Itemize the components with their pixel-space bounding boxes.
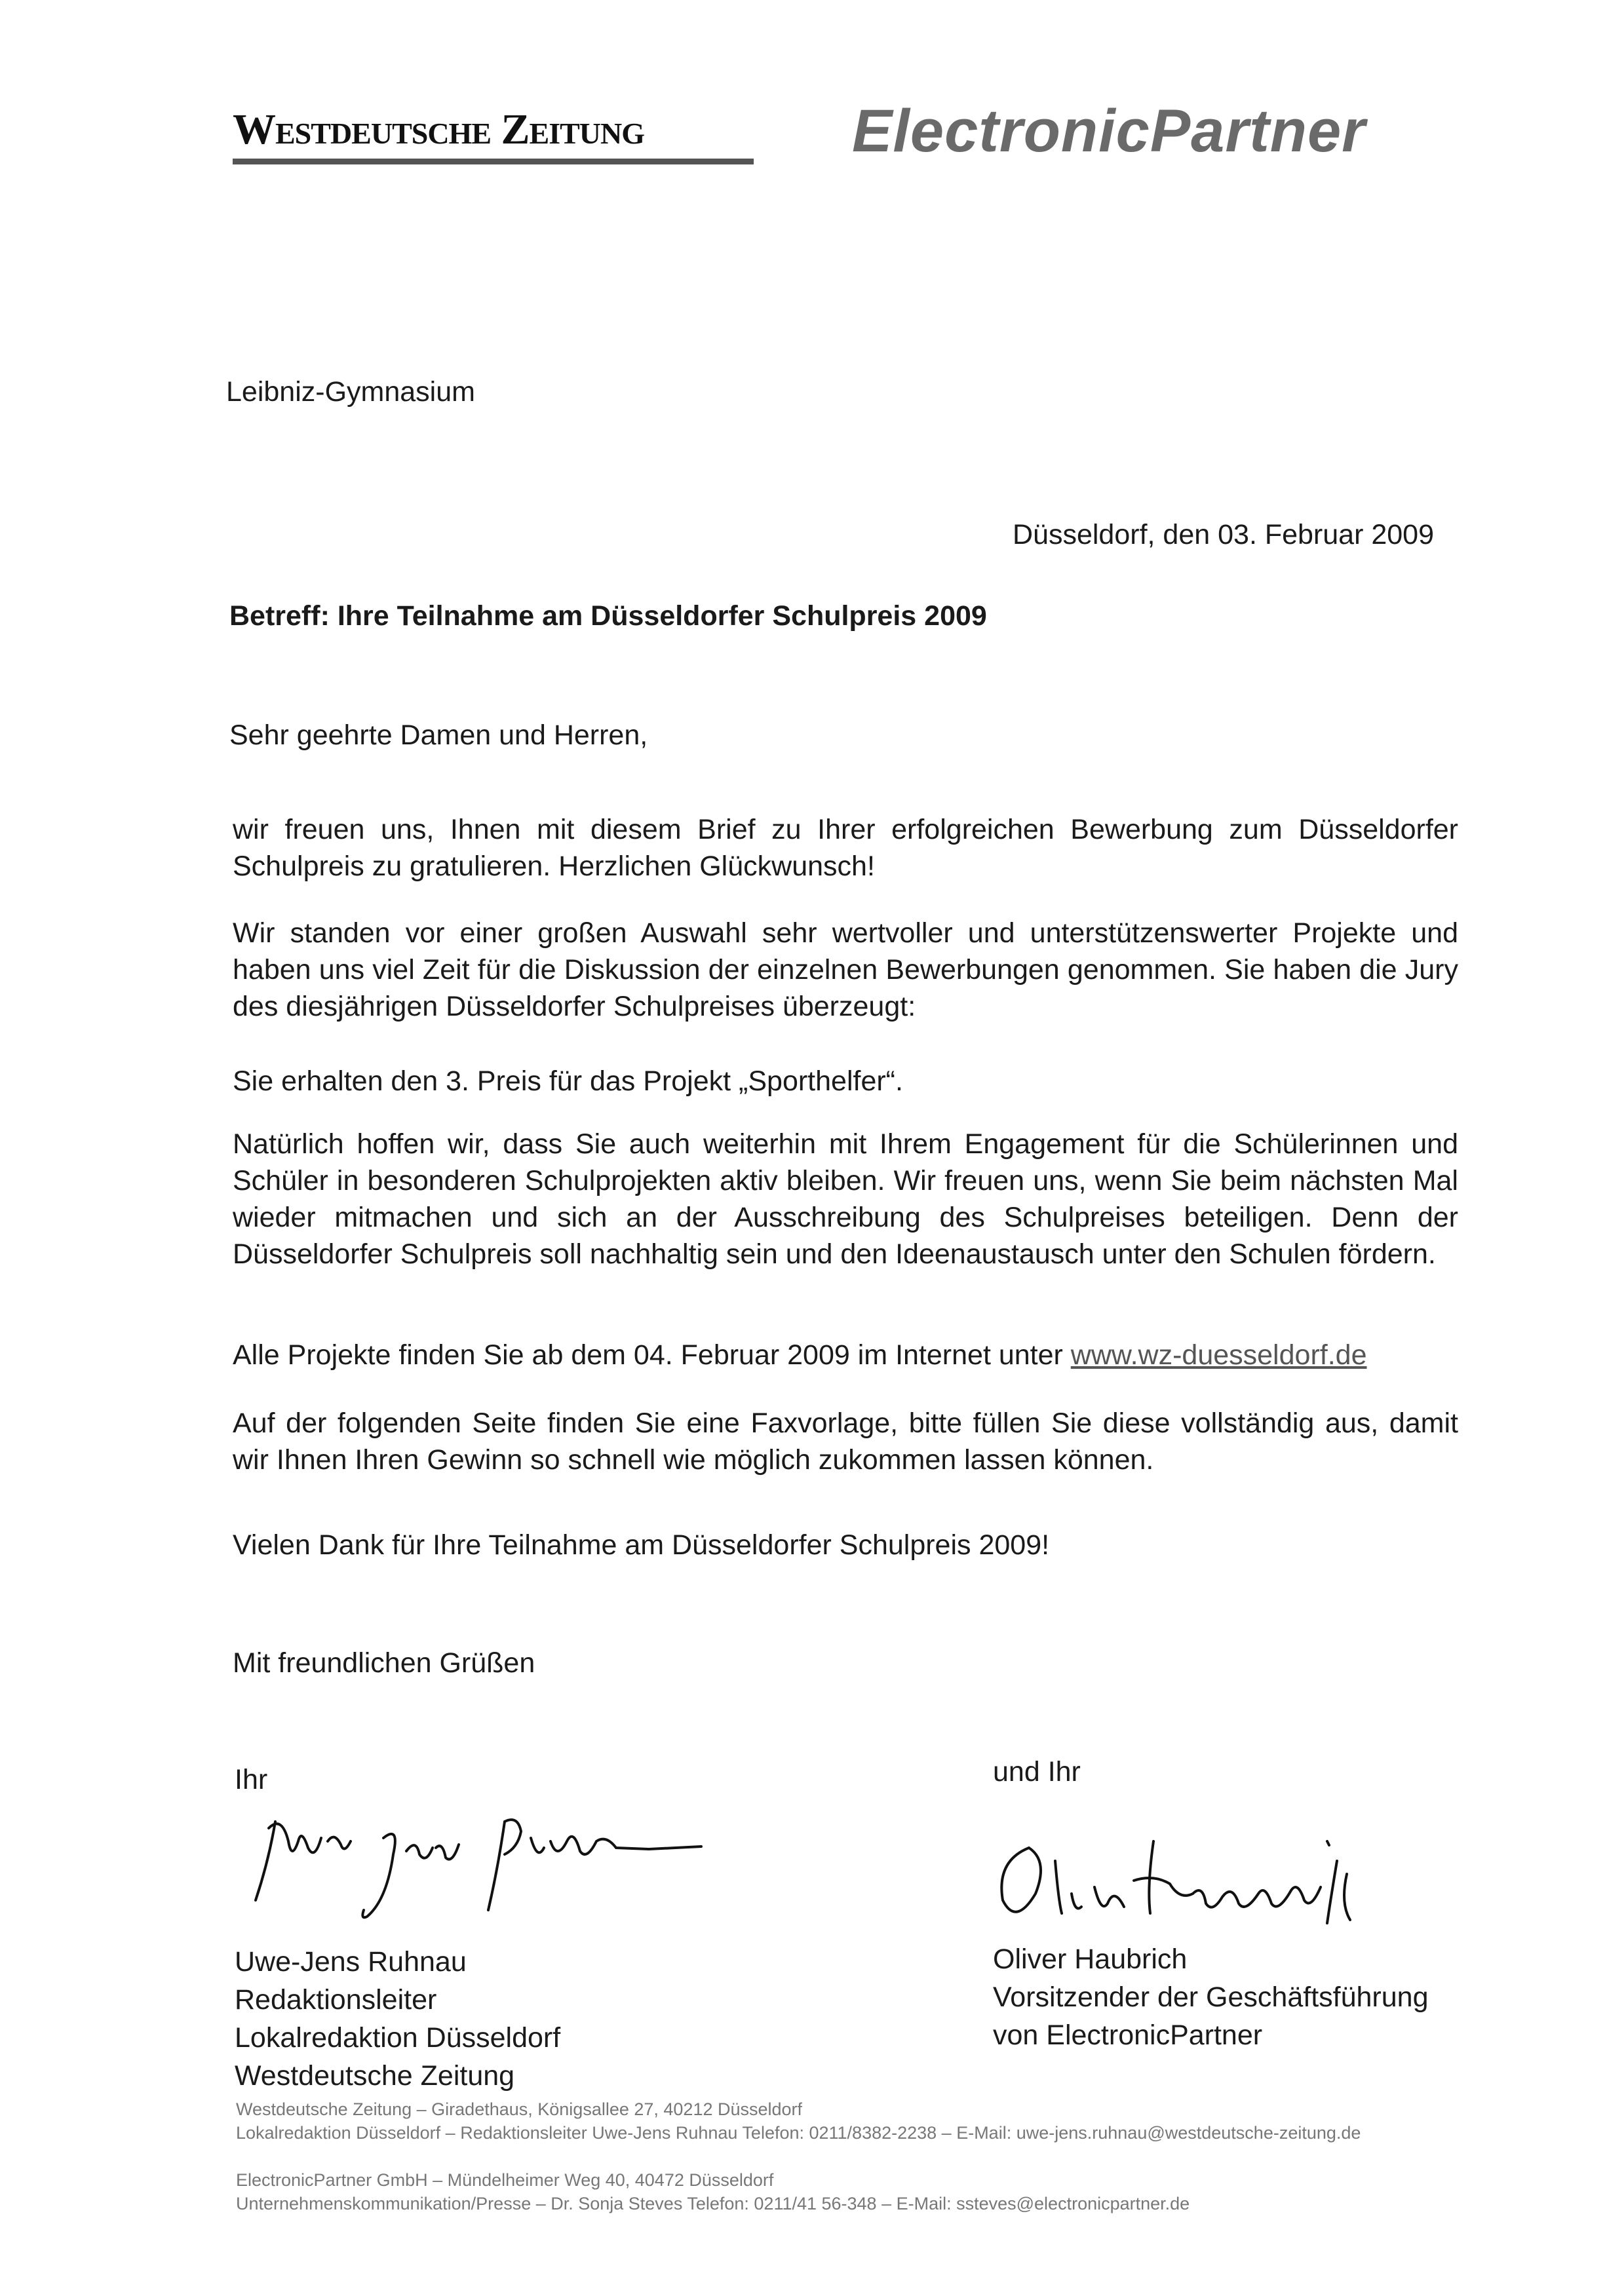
body-paragraph-5 xyxy=(233,1337,1458,1373)
body-paragraph-1: wir freuen uns, Ihnen mit diesem Brief zu Ihrer erfolgreichen Bewerbung zum Düsseldorfer Schulpreis zu gratulieren. Herzlichen Glückwunsch! xyxy=(233,814,1458,882)
signature-uwe-jens-ruhnau xyxy=(229,1802,741,1933)
left-signer-department: Lokalredaktion Düsseldorf xyxy=(235,2022,561,2054)
body-paragraph-3: Sie erhalten den 3. Preis für das Projekt „Sporthelfer“. xyxy=(233,1065,903,1097)
body-paragraph-5-text: Alle Projekte finden Sie ab dem 04. Februar 2009 im Internet unter xyxy=(233,1339,1063,1371)
recipient: Leibniz-Gymnasium xyxy=(226,376,475,408)
right-signer-title: Vorsitzender der Geschäftsführung xyxy=(993,1981,1429,2013)
body-paragraph-7: Vielen Dank für Ihre Teilnahme am Düsseldorfer Schulpreis 2009! xyxy=(233,1529,1050,1561)
subject-line: Betreff: Ihre Teilnahme am Düsseldorfer Schulpreis 2009 xyxy=(229,600,987,632)
left-signer-name: Uwe-Jens Ruhnau xyxy=(235,1946,467,1978)
left-signer-company: Westdeutsche Zeitung xyxy=(235,2060,515,2092)
salutation: Sehr geehrte Damen und Herren, xyxy=(229,719,648,751)
right-signer-company: von ElectronicPartner xyxy=(993,2019,1263,2051)
date-line: Düsseldorf, den 03. Februar 2009 xyxy=(1013,519,1435,550)
westdeutsche-zeitung-logo: Westdeutsche Zeitung xyxy=(233,105,645,153)
body-paragraph-4: Natürlich hoffen wir, dass Sie auch weiterhin mit Ihrem Engagement für die Schülerinnen und Schüler in besonderen Schulprojekten aktiv bleiben. Wir freuen uns, wenn Sie beim nächsten Mal wieder mitmachen und sich an der Ausschreibung des Schulpreises beteiligen. Denn der Düsseldorfer Schulpreis soll nachhaltig sein und den Ideenaustausch unter den Schulen fördern. xyxy=(233,1128,1458,1270)
left-signer-title: Redaktionsleiter xyxy=(235,1984,437,2016)
footer-ep-contact: Unternehmenskommunikation/Presse – Dr. Sonja Steves Telefon: 0211/41 56-348 – E-Mail: ssteves@electronicpartner.de xyxy=(236,2194,1190,2213)
right-signer-intro: und Ihr xyxy=(993,1756,1081,1788)
body-paragraph-6: Auf der folgenden Seite finden Sie eine Faxvorlage, bitte füllen Sie diese vollständig aus, damit wir Ihnen Ihren Gewinn so schnell wie möglich zukommen lassen können. xyxy=(233,1407,1458,1476)
body-paragraph-2: Wir standen vor einer großen Auswahl sehr wertvoller und unterstützenswerter Projekte und haben uns viel Zeit für die Diskussion der einzelnen Bewerbungen genommen. Sie haben die Jury des diesjährigen Düsseldorfer Schulpreises überzeugt: xyxy=(233,917,1458,1022)
electronicpartner-logo: ElectronicPartner xyxy=(852,98,1366,164)
footer-wz-address: Westdeutsche Zeitung – Giradethaus, Königsallee 27, 40212 Düsseldorf xyxy=(236,2099,803,2119)
signature-oliver-haubrich xyxy=(983,1822,1442,1940)
left-signer-intro: Ihr xyxy=(235,1764,268,1795)
right-signer-name: Oliver Haubrich xyxy=(993,1943,1188,1975)
footer-ep-address: ElectronicPartner GmbH – Mündelheimer Weg 40, 40472 Düsseldorf xyxy=(236,2170,774,2190)
logo-underline xyxy=(233,159,754,164)
closing: Mit freundlichen Grüßen xyxy=(233,1647,535,1679)
website-link[interactable]: www.wz-duesseldorf.de xyxy=(1070,1339,1367,1371)
footer-wz-contact: Lokalredaktion Düsseldorf – Redaktionsleiter Uwe-Jens Ruhnau Telefon: 0211/8382-2238 – E-Mail: uwe-jens.ruhnau@westdeutsche-zeitung.de xyxy=(236,2123,1361,2143)
